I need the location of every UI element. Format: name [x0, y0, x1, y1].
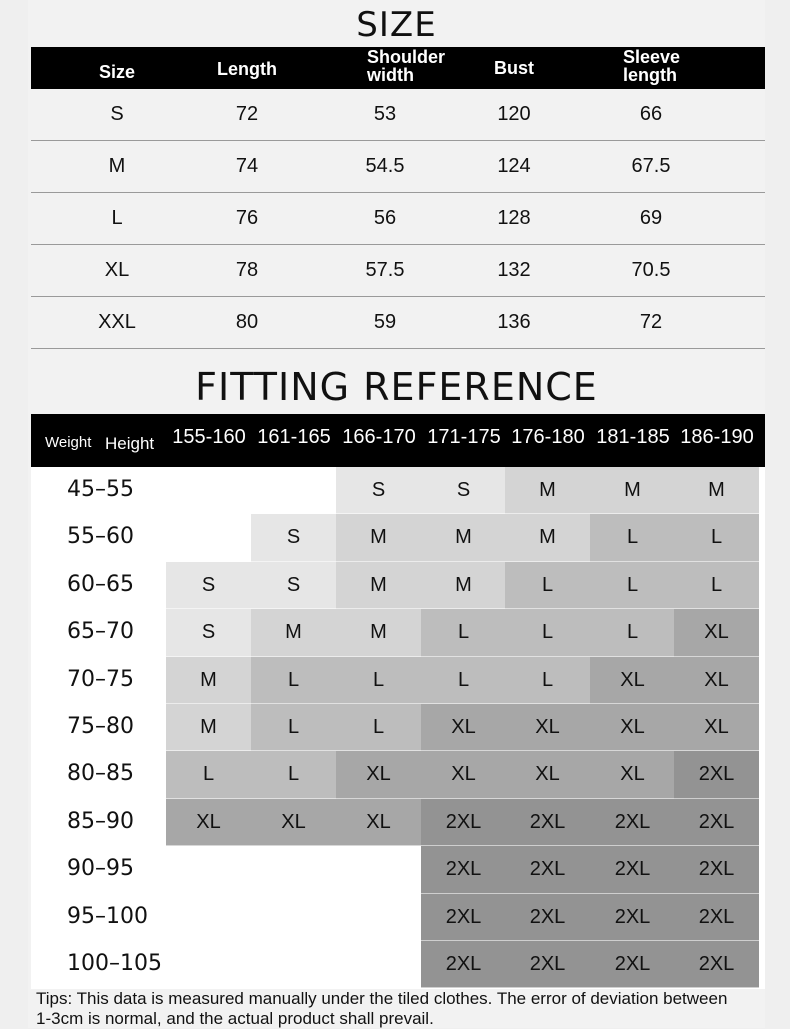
size-cell-bust: 136: [497, 311, 531, 333]
fit-cell: 2XL: [590, 894, 675, 941]
fit-cell: 2XL: [505, 894, 590, 941]
fit-cell: XL: [590, 751, 675, 798]
fit-cell: XL: [251, 799, 336, 846]
fit-cell: XL: [166, 799, 251, 846]
size-row: [31, 245, 765, 297]
size-cell-sleeve-length: 72: [639, 311, 663, 333]
weight-label: Weight: [45, 434, 92, 451]
fit-cell: S: [166, 562, 251, 609]
fit-cell: 2XL: [590, 799, 675, 846]
size-cell-length: 76: [235, 207, 259, 229]
header-size: Size: [98, 62, 136, 82]
size-title: SIZE: [356, 5, 437, 45]
height-label: Height: [105, 434, 155, 453]
fit-cell: 2XL: [590, 941, 675, 988]
weight-row-label: 45–55: [67, 477, 134, 502]
size-cell-shoulder-width: 53: [373, 103, 397, 125]
weight-row-label: 90–95: [67, 856, 134, 882]
fitting-table-header: [31, 414, 765, 467]
fit-cell: M: [336, 562, 421, 609]
height-column-header: 161-165: [257, 426, 331, 448]
header-bust: Bust: [494, 58, 534, 78]
fit-cell: M: [251, 609, 336, 656]
fit-cell: XL: [674, 609, 759, 656]
size-cell-shoulder-width: 54.5: [365, 155, 405, 177]
height-column-header: 166-170: [342, 426, 416, 448]
fit-cell: L: [251, 751, 336, 798]
size-cell-size: XXL: [98, 311, 136, 333]
fit-cell: 2XL: [421, 799, 506, 846]
fit-cell: 2XL: [505, 846, 590, 893]
fit-cell: XL: [336, 799, 421, 846]
fit-cell: M: [336, 609, 421, 656]
height-column-header: 181-185: [596, 426, 670, 448]
fit-cell: L: [590, 562, 675, 609]
height-column-header: 171-175: [427, 426, 501, 448]
size-cell-size: S: [110, 103, 124, 125]
fit-cell: L: [251, 657, 336, 704]
size-row: [31, 297, 765, 349]
size-cell-size: XL: [104, 259, 130, 281]
fit-cell: L: [336, 704, 421, 751]
fit-cell: S: [336, 467, 421, 514]
fit-cell: S: [251, 514, 336, 561]
weight-row-label: 70–75: [67, 666, 134, 692]
size-cell-length: 74: [235, 155, 259, 177]
weight-row-label: 95–100: [67, 903, 148, 929]
fit-cell: 2XL: [505, 799, 590, 846]
height-column-header: 186-190: [680, 426, 754, 448]
weight-row-label: 55–60: [67, 524, 134, 550]
fit-cell: XL: [336, 751, 421, 798]
fit-cell: S: [251, 562, 336, 609]
fit-cell: XL: [674, 704, 759, 751]
fit-cell: 2XL: [421, 894, 506, 941]
fit-cell: L: [251, 704, 336, 751]
fit-cell: 2XL: [421, 941, 506, 988]
size-table-body: [31, 89, 765, 349]
size-cell-length: 72: [235, 103, 259, 125]
fit-cell: M: [336, 514, 421, 561]
size-cell-bust: 128: [497, 207, 531, 229]
weight-row-label: 80–85: [67, 761, 134, 787]
size-cell-bust: 124: [497, 155, 531, 177]
size-table-header: [31, 47, 765, 89]
size-cell-sleeve-length: 69: [639, 207, 663, 229]
fit-cell: S: [421, 467, 506, 514]
fit-cell: L: [421, 657, 506, 704]
header-shoulder-width: Shoulder width: [367, 47, 446, 85]
fit-cell: L: [421, 609, 506, 656]
fit-cell: XL: [674, 657, 759, 704]
tips-note: Tips: This data is measured manually under the tiled clothes. The error of deviation between 1-3cm is normal, and the actual product shall prevail.: [36, 989, 728, 1028]
height-column-header: 155-160: [172, 426, 246, 448]
height-column-header: 176-180: [511, 426, 585, 448]
fit-cell: 2XL: [674, 846, 759, 893]
fit-cell: XL: [505, 704, 590, 751]
fit-cell: XL: [505, 751, 590, 798]
fit-cell: 2XL: [674, 799, 759, 846]
fit-cell: M: [166, 657, 251, 704]
fit-cell: 2XL: [674, 894, 759, 941]
size-table: [31, 47, 765, 349]
size-cell-shoulder-width: 57.5: [365, 259, 405, 281]
fit-cell: L: [166, 751, 251, 798]
size-cell-bust: 120: [497, 103, 531, 125]
size-cell-size: L: [111, 207, 123, 229]
fit-cell: L: [336, 657, 421, 704]
size-chart-page: [28, 0, 765, 1028]
size-cell-sleeve-length: 66: [639, 103, 663, 125]
fit-cell: L: [505, 609, 590, 656]
fit-cell: M: [421, 514, 506, 561]
size-row: [31, 193, 765, 245]
size-row: [31, 141, 765, 193]
weight-row-label: 60–65: [67, 571, 134, 597]
fit-cell: M: [674, 467, 759, 514]
size-cell-size: M: [108, 155, 126, 177]
fit-cell: M: [166, 704, 251, 751]
header-length: Length: [217, 59, 277, 79]
fitting-table-body: [31, 467, 765, 989]
size-row: [31, 89, 765, 141]
fit-cell: M: [505, 514, 590, 561]
size-cell-sleeve-length: 70.5: [631, 259, 671, 281]
fit-cell: 2XL: [590, 846, 675, 893]
fit-cell: L: [505, 562, 590, 609]
weight-row-label: 100–105: [67, 951, 162, 976]
size-cell-shoulder-width: 59: [373, 311, 397, 333]
fit-cell: L: [590, 514, 675, 561]
fit-cell: L: [674, 562, 759, 609]
fit-cell: L: [674, 514, 759, 561]
fit-cell: XL: [421, 704, 506, 751]
fit-cell: XL: [590, 657, 675, 704]
fit-cell: L: [590, 609, 675, 656]
fit-cell: M: [505, 467, 590, 514]
size-cell-shoulder-width: 56: [373, 207, 397, 229]
fit-cell: 2XL: [505, 941, 590, 988]
fit-cell: L: [505, 657, 590, 704]
fit-cell: 2XL: [674, 941, 759, 988]
fitting-reference-title: FITTING REFERENCE: [195, 365, 598, 409]
fit-cell: XL: [421, 751, 506, 798]
fit-cell: 2XL: [421, 846, 506, 893]
weight-row-label: 75–80: [67, 714, 134, 739]
weight-row-label: 65–70: [67, 619, 134, 645]
size-cell-length: 80: [235, 311, 259, 333]
fit-cell: M: [590, 467, 675, 514]
header-sleeve-length: Sleeve length: [623, 47, 681, 85]
fit-cell: 2XL: [674, 751, 759, 798]
fit-cell: XL: [590, 704, 675, 751]
size-cell-length: 78: [235, 259, 259, 281]
fit-cell: M: [421, 562, 506, 609]
fit-cell: S: [166, 609, 251, 656]
weight-row-label: 85–90: [67, 808, 134, 834]
size-cell-sleeve-length: 67.5: [631, 155, 671, 177]
size-cell-bust: 132: [497, 259, 531, 281]
